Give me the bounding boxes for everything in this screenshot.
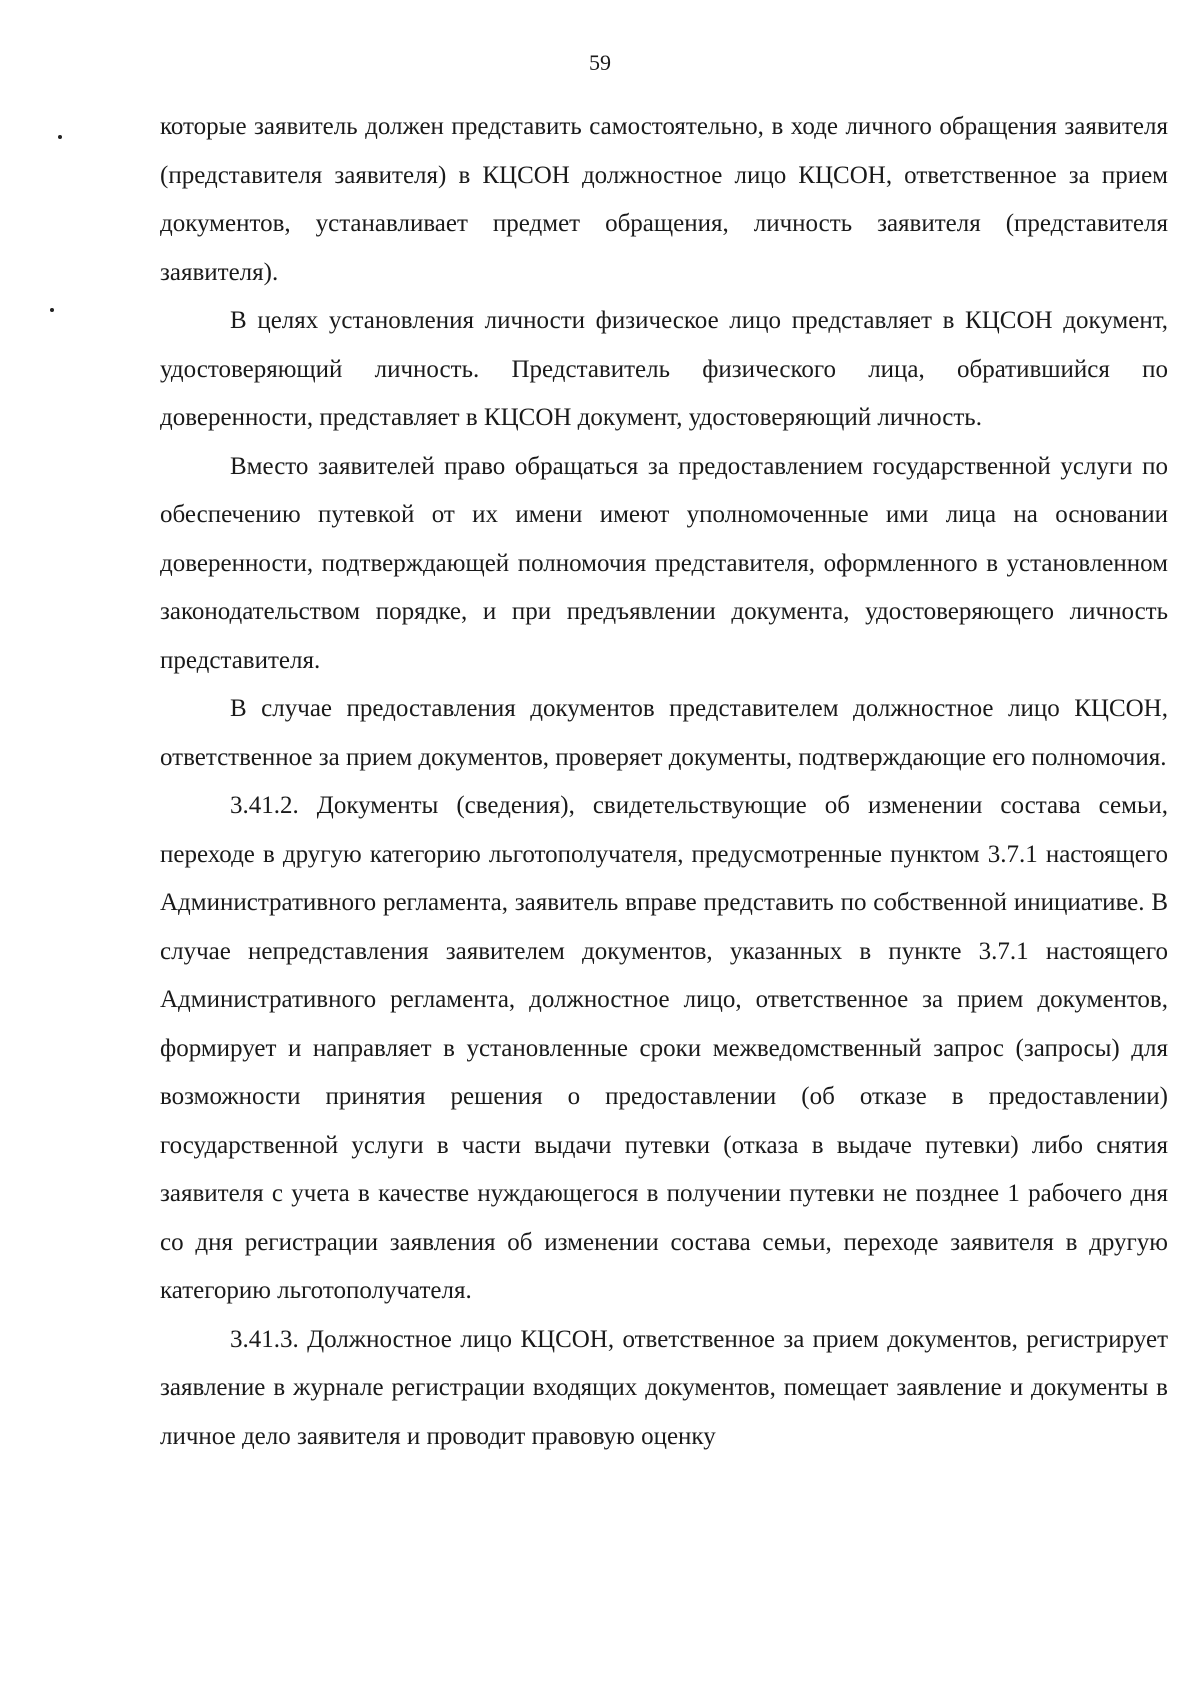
page-number: 59 bbox=[589, 50, 611, 75]
document-body bbox=[160, 103, 1168, 1461]
scan-dot-mark bbox=[58, 135, 62, 139]
paragraph: которые заявитель должен представить самостоятельно, в ходе личного обращения заявителя (представителя заявителя) в КЦСОН должностное лицо КЦСОН, ответственное за прием документов, устанавливает предмет обращения, личность заявителя (представителя заявителя). bbox=[160, 113, 1168, 286]
scan-dot-mark bbox=[50, 308, 54, 312]
paragraph: 3.41.2. Документы (сведения), свидетельствующие об изменении состава семьи, переходе в другую категорию льготополучателя, предусмотренные пунктом 3.7.1 настоящего Административного регламента, заявитель вправе представить по собственной инициативе. В случае непредставления заявителем документов, указанных в пункте 3.7.1 настоящего Административного регламента, должностное лицо, ответственное за прием документов, формирует и направляет в установленные сроки межведомственный запрос (запросы) для возможности принятия решения о предоставлении (об отказе в предоставлении) государственной услуги в части выдачи путевки (отказа в выдаче путевки) либо снятия заявителя с учета в качестве нуждающегося в получении путевки не позднее 1 рабочего дня со дня регистрации заявления об изменении состава семьи, переходе заявителя в другую категорию льготополучателя. bbox=[160, 792, 1168, 1304]
paragraph: 3.41.3. Должностное лицо КЦСОН, ответственное за прием документов, регистрирует заявление в журнале регистрации входящих документов, помещает заявление и документы в личное дело заявителя и проводит правовую оценку bbox=[160, 1325, 1168, 1450]
paragraph: Вместо заявителей право обращаться за предоставлением государственной услуги по обеспечению путевкой от их имени имеют уполномоченные ими лица на основании доверенности, подтверждающей полномочия представителя, оформленного в установленном законодательством порядке, и при предъявлении документа, удостоверяющего личность представителя. bbox=[160, 452, 1168, 674]
paragraph: В случае предоставления документов представителем должностное лицо КЦСОН, ответственное за прием документов, проверяет документы, подтверждающие его полномочия. bbox=[160, 695, 1168, 771]
paragraph: В целях установления личности физическое лицо представляет в КЦСОН документ, удостоверяющий личность. Представитель физического лица, обратившийся по доверенности, представляет в КЦСОН документ, удостоверяющий личность. bbox=[160, 307, 1168, 431]
